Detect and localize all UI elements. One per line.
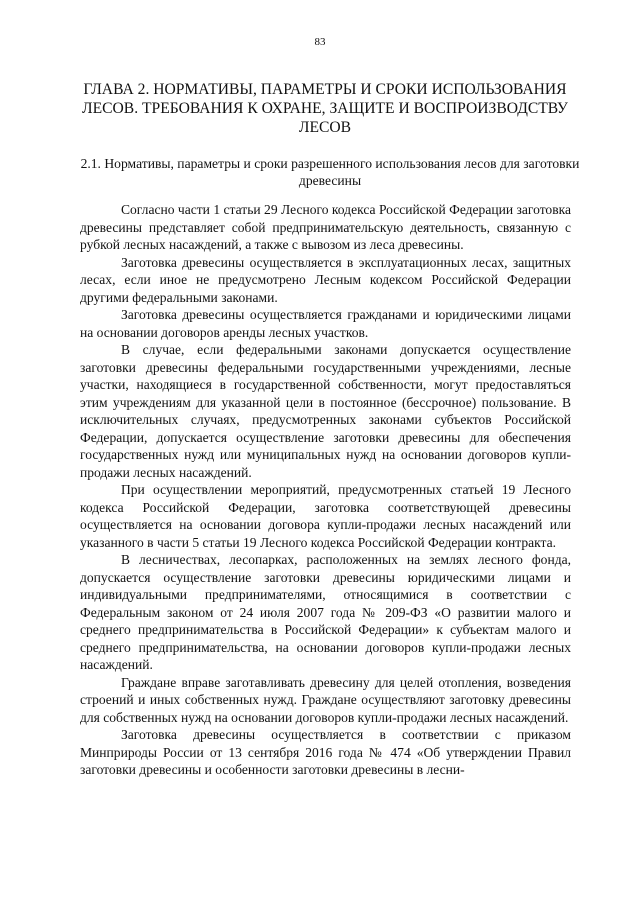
paragraph: Заготовка древесины осуществляется гражданами и юридическими лицами на основании договоров аренды лесных участков. xyxy=(80,307,571,340)
paragraph: В случае, если федеральными законами допускается осуществление заготовки древесины федеральными государственными учреждениями, лесные участки, находящиеся в государственной собственности, могут предоставляться этим учреждениям для указанной цели в постоянное (бессрочное) пользование. В исключительных случаях, предусмотренных законами субъектов Российской Федерации, допускается осуществление заготовки древесины для обеспечения государственных нужд или муниципальных нужд на основании договоров купли-продажи лесных насаждений. xyxy=(80,342,571,480)
paragraph: Заготовка древесины осуществляется в эксплуатационных лесах, защитных лесах, если иное не предусмотрено Лесным кодексом Российской Федерации другими федеральными законами. xyxy=(80,254,571,305)
body-text xyxy=(80,201,571,779)
paragraph: Граждане вправе заготавливать древесину для целей отопления, возведения строений и иных собственных нужд. Граждане осуществляют заготовку древесины для собственных нужд на основании договоров купли-продажи лесных насаждений. xyxy=(80,674,571,725)
paragraph: Согласно части 1 статьи 29 Лесного кодекса Российской Федерации заготовка древесины представляет собой предпринимательскую деятельность, связанную с рубкой лесных насаждений, а также с вывозом из леса древесины. xyxy=(80,202,571,252)
chapter-title: ГЛАВА 2. НОРМАТИВЫ, ПАРАМЕТРЫ И СРОКИ ИСПОЛЬЗОВАНИЯ ЛЕСОВ. ТРЕБОВАНИЯ К ОХРАНЕ, ЗАЩИТЕ И ВОСПРОИЗВОДСТВУ ЛЕСОВ xyxy=(82,81,568,136)
section-title: 2.1. Нормативы, параметры и сроки разрешенного использования лесов для заготовки древесины xyxy=(80,156,580,188)
page-number: 83 xyxy=(314,36,326,48)
paragraph: В лесничествах, лесопарках, расположенных на землях лесного фонда, допускается осуществление заготовки древесины юридическими лицами и индивидуальными предпринимателями, относящимися в соответствии с Федеральным законом от 24 июля 2007 года № 209-ФЗ «О развитии малого и среднего предпринимательства в Российской Федерации» к субъектам малого и среднего предпринимательства, на основании договоров купли-продажи лесных насаждений. xyxy=(80,552,571,672)
paragraph: При осуществлении мероприятий, предусмотренных статьей 19 Лесного кодекса Российской Федерации, заготовка соответствующей древесины осуществляется на основании договора купли-продажи лесных насаждений или указанного в части 5 статьи 19 Лесного кодекса Российской Федерации контракта. xyxy=(80,482,571,550)
paragraph: Заготовка древесины осуществляется в соответствии с приказом Минприроды России от 13 сентября 2016 года № 474 «Об утверждении Правил заготовки древесины и особенности заготовки древесины в лесни- xyxy=(80,727,571,777)
